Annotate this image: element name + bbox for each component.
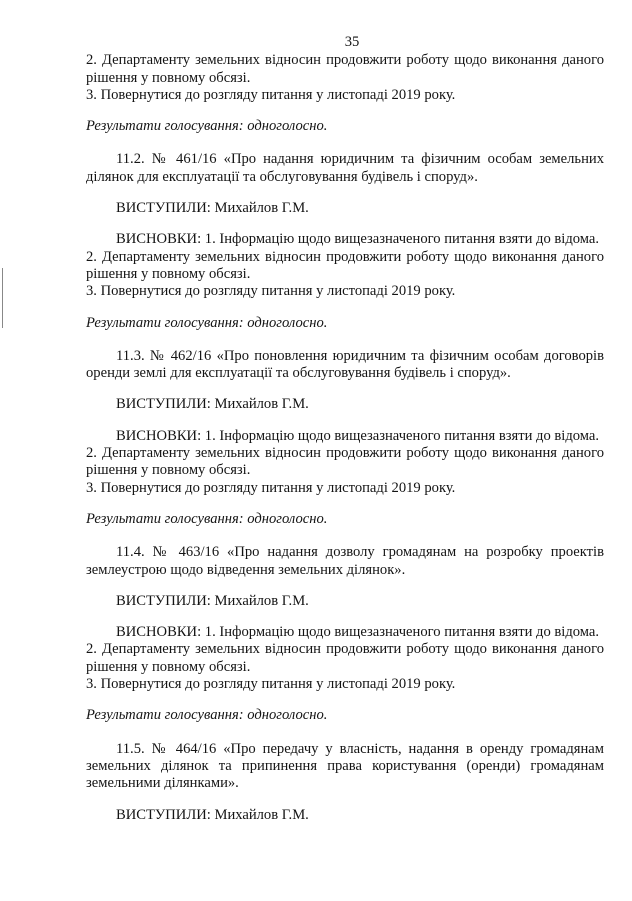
speaker-line: ВИСТУПИЛИ: Михайлов Г.М. (116, 592, 309, 609)
conclusion-3: 3. Повернутися до розгляду питання у листопаді 2019 року. (86, 676, 456, 693)
conclusion-3: 3. Повернутися до розгляду питання у листопаді 2019 року. (86, 283, 456, 300)
conclusion-2: 2. Департаменту земельних відносин продовжити роботу щодо виконання даного рішення у повному обсязі. (86, 248, 604, 282)
agenda-item-title: 11.3. № 462/16 «Про поновлення юридичним та фізичним особам договорів оренди землі для експлуатації та обслуговування будівель і споруд». (86, 347, 604, 382)
conclusion-1: ВИСНОВКИ: 1. Інформацію щодо вищезазначеного питання взяти до відома. (116, 624, 600, 641)
agenda-item-title: 11.2. № 461/16 «Про надання юридичним та фізичним особам земельних ділянок для експлуатації та обслуговування будівель і споруд». (86, 151, 604, 185)
conclusion-2: 2. Департаменту земельних відносин продовжити роботу щодо виконання даного рішення у повному обсязі. (86, 641, 604, 675)
conclusion-2: 2. Департаменту земельних відносин продовжити роботу щодо виконання даного рішення у повному обсязі. (86, 445, 604, 479)
paragraph-decision-3: 3. Повернутися до розгляду питання у листопаді 2019 року. (86, 86, 456, 103)
paragraph-decision-2: 2. Департаменту земельних відносин продовжити роботу щодо виконання даного рішення у повному обсязі. (86, 52, 604, 86)
speaker-line: ВИСТУПИЛИ: Михайлов Г.М. (116, 806, 309, 823)
voting-result: Результати голосування: одноголосно. (86, 314, 328, 331)
conclusion-3: 3. Повернутися до розгляду питання у листопаді 2019 року. (86, 479, 456, 496)
voting-result: Результати голосування: одноголосно. (86, 510, 328, 527)
conclusion-1: ВИСНОВКИ: 1. Інформацію щодо вищезазначеного питання взяти до відома. (116, 427, 600, 444)
scan-artifact (2, 268, 3, 328)
voting-result: Результати голосування: одноголосно. (86, 118, 328, 135)
conclusion-1: ВИСНОВКИ: 1. Інформацію щодо вищезазначеного питання взяти до відома. (116, 231, 600, 248)
agenda-item-title: 11.4. № 463/16 «Про надання дозволу громадянам на розробку проектів землеустрою щодо відведення земельних ділянок». (86, 544, 604, 578)
page-number: 35 (344, 34, 360, 50)
speaker-line: ВИСТУПИЛИ: Михайлов Г.М. (116, 200, 309, 217)
speaker-line: ВИСТУПИЛИ: Михайлов Г.М. (116, 396, 309, 413)
agenda-item-title: 11.5. № 464/16 «Про передачу у власність, надання в оренду громадянам земельних ділянок та припинення права користування (оренди) громадянам земельними ділянками». (86, 740, 604, 792)
voting-result: Результати голосування: одноголосно. (86, 707, 328, 724)
